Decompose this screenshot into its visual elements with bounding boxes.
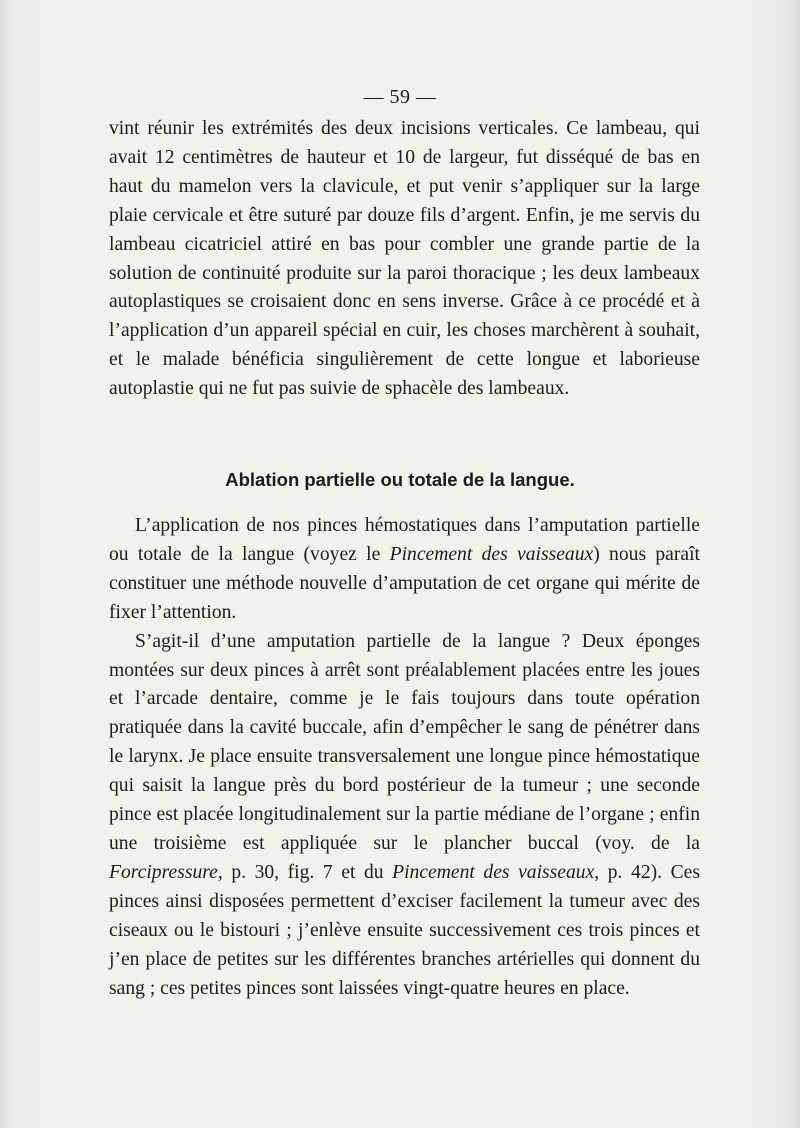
reference-pincement: Pincement des vaisseaux: [392, 861, 595, 883]
continued-paragraph-block: [109, 115, 700, 404]
page-number: — 59 —: [363, 86, 437, 108]
paragraph-procedure-text-3: , p. 42). Ces pinces ainsi disposées permettent d’exciser facilement la tumeur avec des ciseaux ou le bistouri ; j’enlève ensuite successivement ces trois pinces et j’en place de petites sur les différentes branches artérielles qui donnent du sang ; ces petites pinces sont laissées vingt-quatre heures en place.: [109, 861, 701, 999]
paragraph-intro-text-2: ) nous paraît constituer une méthode nouvelle d’amputation de cet organe qui mérite de fixer l’attention.: [109, 543, 700, 623]
continued-paragraph: vint réunir les extrémités des deux incisions verticales. Ce lambeau, qui avait 12 centimètres de hauteur et 10 de largeur, fut disséqué de bas en haut du mamelon vers la clavicule, et put venir s’appliquer sur la large plaie cervicale et être suturé par douze fils d’argent. Enfin, je me servis du lambeau cicatriciel attiré en bas pour combler une grande partie de la solution de continuité produite sur la paroi thoracique ; les deux lambeaux autoplastiques se croisaient donc en sens inverse. Grâce à ce procédé et à l’application d’un appareil spécial en cuir, les choses marchèrent à souhait, et le malade bénéficia singulièrement de cette longue et laborieuse autoplastie qui ne fut pas suivie de sphacèle des lambeaux.: [109, 118, 700, 400]
paragraph-procedure: [109, 628, 700, 1004]
paragraph-intro: [109, 512, 700, 628]
section-body: [109, 512, 700, 1003]
reference-italic: Pincement des vaisseaux: [389, 543, 594, 565]
paragraph-procedure-text-2: , p. 30, fig. 7 et du: [217, 861, 393, 883]
paragraph-intro-text-1: L’application de nos pinces hémostatiques dans l’amputation partielle ou totale de la langue (voyez le: [109, 515, 700, 565]
section-heading: Ablation partielle ou totale de la langue.: [225, 469, 575, 490]
reference-forcipressure: Forcipressure: [109, 861, 218, 883]
paragraph-procedure-text-1: S’agit-il d’une amputation partielle de la langue ? Deux éponges montées sur deux pinces à arrêt sont préalablement placées entre les joues et l’arcade dentaire, comme je le fais toujours dans toute opération pratiquée dans la cavité buccale, afin d’empêcher le sang de pénétrer dans le larynx. Je place ensuite transversalement une longue pince hémostatique qui saisit la langue près du bord postérieur de la tumeur ; une seconde pince est placée longitudinalement sur la partie médiane de l’organe ; enfin une troisième est appliquée sur le plancher buccal (voy. de la: [109, 630, 700, 854]
